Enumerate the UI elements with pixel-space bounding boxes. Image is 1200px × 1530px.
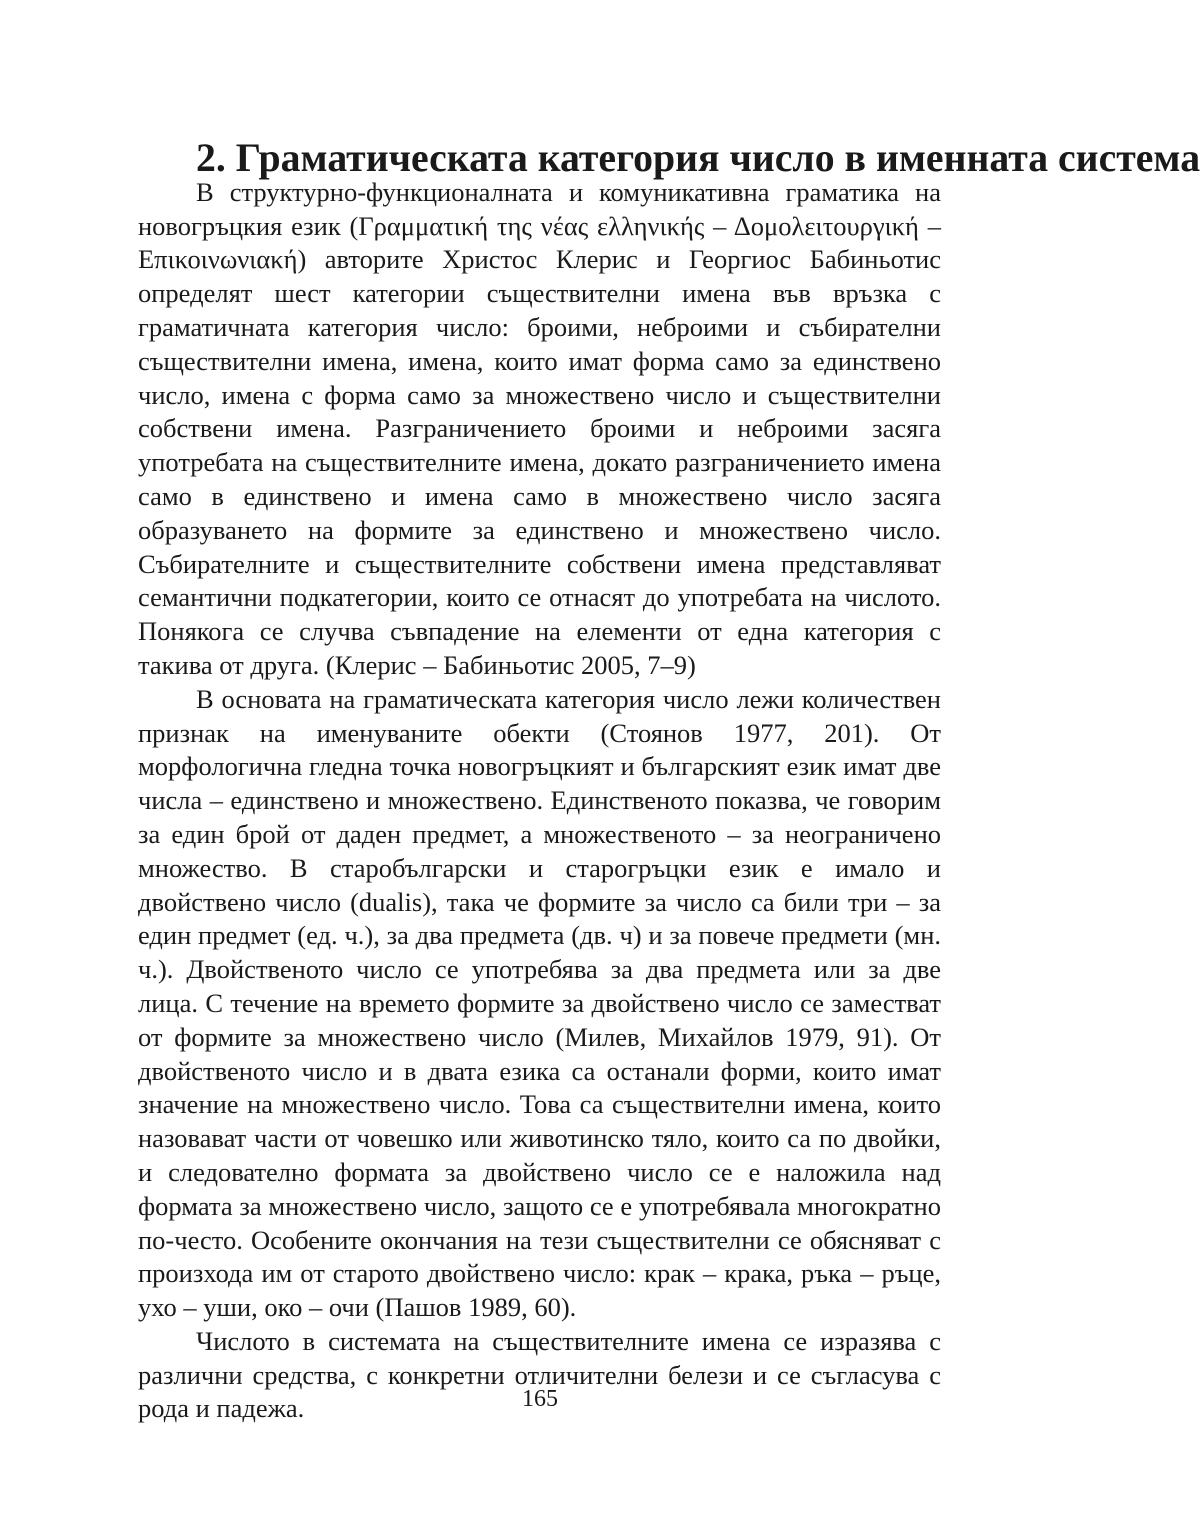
paragraph: В структурно-функционалната и комуникативна граматика на новогръцкия език (Γραμματική της νέας ελληνικής – Δομολειτουργική – Επικοινωνιακή) авторите Христос Клерис и Георгиос Бабиньотис определят шест категории съществителни имена във връзка с граматичната категория число: броими, неброими и събирателни съществителни имена, имена, които имат форма само за единствено число, имена с форма само за множествено число и съществителни собствени имена. Разграничението броими и неброими засяга употребата на съществителните имена, докато разграничението имена само в единствено и имена само в множествено число засяга образуването на формите за единствено и множествено число. Събирателните и съществителните собствени имена представляват семантични подкатегории, които се отнасят до употребата на числото. Понякога се случва съвпадение на елементи от една категория с такива от друга. (Клерис – Бабиньотис 2005, 7–9) — [138, 176, 941, 680]
page-number: 165 — [522, 1386, 558, 1412]
paragraph: В основата на граматическата категория число лежи количествен признак на именуваните обекти (Стоянов 1977, 201). От морфологична гледна точка новогръцкият и българският език имат две числа – единствено и множествено. Единственото показва, че говорим за един брой от даден предмет, а множественото – за неограничено множество. В старобългарски и старогръцки език е имало и двойствено число (dualis), така че формите за число са били три – за един предмет (ед. ч.), за два предмета (дв. ч) и за повече предмети (мн. ч.). Двойственото число се употребява за два предмета или за две лица. С течение на времето формите за двойствено число се заместват от формите за множествено число (Милев, Михайлов 1979, 91). От двойственото число и в двата езика са останали форми, които имат значение на множествено число. Това са съществителни имена, които назовават части от човешко или животинско тяло, които са по двойки, и следователно формата за двойствено число се е наложила над формата за множествено число, защото се е употребявала многократно по-често. Особените окончания на тези съществителни се обясняват с произхода им от старото двойствено число: крак – крака, ръка – ръце, ухо – уши, око – очи (Пашов 1989, 60). — [138, 683, 941, 1323]
section-heading: 2. Граматическата категория число в именната система — [196, 136, 1200, 180]
paragraph: Числото в системата на съществителните имена се изразява с различни средства, с конкретни отличителни белези и се съгласува с рода и падежа. — [138, 1325, 941, 1424]
document-body — [138, 136, 1200, 1426]
